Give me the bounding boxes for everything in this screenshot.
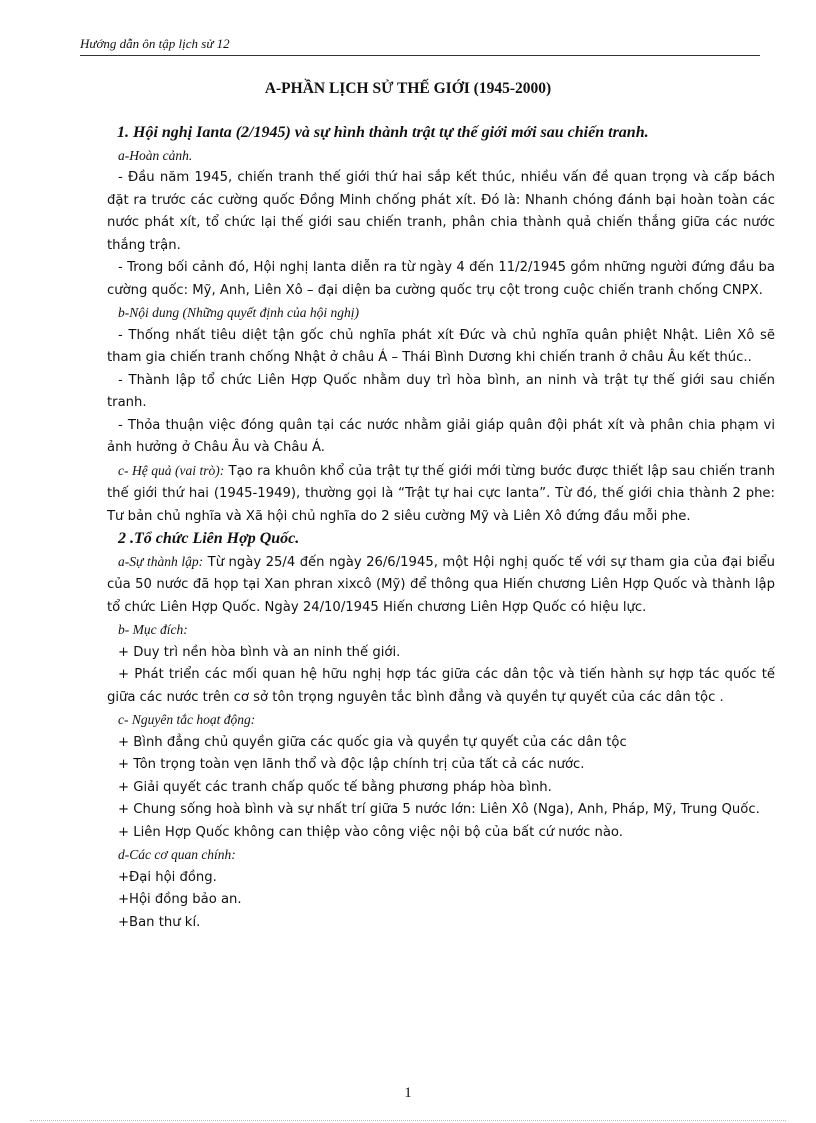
page-header: Hướng dẫn ôn tập lịch sử 12 [80,36,760,56]
section-2c-label: c- Nguyên tắc hoạt động: [118,712,256,727]
paragraph: + Bình đẳng chủ quyền giữa các quốc gia và quyền tự quyết của các dân tộc [118,734,627,750]
section-1c-text: Tạo ra khuôn khổ của trật tự thế giới mới từng bước được thiết lập sau chiến tranh thế giới thứ hai (1945-1949), thường gọi là “Trật tự hai cực Ianta”. Từ đó, thế giới chia thành 2 phe: Tư bản chủ nghĩa và Xã hội chủ nghĩa do 2 siêu cường Mỹ và Liên Xô đứng đầu mỗi phe. [107,463,775,524]
paragraph: + Giải quyết các tranh chấp quốc tế bằng phương pháp hòa bình. [118,779,552,795]
paragraph [107,551,775,620]
section-1-heading: 1. Hội nghị Ianta (2/1945) và sự hình thành trật tự thế giới mới sau chiến tranh. [117,124,649,141]
page-number: 1 [404,1085,412,1101]
page-bottom-divider [30,1120,786,1121]
paragraph: - Thành lập tổ chức Liên Hợp Quốc nhằm duy trì hòa bình, an ninh và trật tự thế giới sau chiến tranh. [107,372,775,410]
paragraph: +Đại hội đồng. [118,869,217,885]
paragraph [107,460,775,529]
paragraph: - Trong bối cảnh đó, Hội nghị Ianta diễn ra từ ngày 4 đến 11/2/1945 gồm những người đứng đầu ba cường quốc: Mỹ, Anh, Liên Xô – đại diện ba cường quốc trụ cột trong cuộc chiến tranh chống CNPX. [107,260,775,298]
paragraph: + Phát triển các mối quan hệ hữu nghị hợp tác giữa các dân tộc và tiến hành sự hợp tác quốc tế giữa các nước trên cơ sở tôn trọng nguyên tắc bình đẳng và quyền tự quyết của các dân tộc . [107,667,775,705]
section-2a-label: a-Sự thành lập: [118,553,204,569]
paragraph: - Thỏa thuận việc đóng quân tại các nước nhằm giải giáp quân đội phát xít và phân chia phạm vi ảnh hưởng ở Châu Âu và Châu Á. [107,417,775,455]
section-2a-text: Từ ngày 25/4 đến ngày 26/6/1945, một Hội nghị quốc tế với sự tham gia của đại biểu của 50 nước đã họp tại Xan phran xixcô (Mỹ) để thông qua Hiến chương Liên Hợp Quốc và thành lập tổ chức Liên Hợp Quốc. Ngày 24/10/1945 Hiến chương Liên Hợp Quốc có hiệu lực. [107,554,775,615]
section-1a-label: a-Hoàn cảnh. [118,147,193,163]
document-body [107,122,775,934]
section-2d-label: d-Các cơ quan chính: [118,847,236,862]
paragraph: + Chung sống hoà bình và sự nhất trí giữa 5 nước lớn: Liên Xô (Nga), Anh, Pháp, Mỹ, Trung Quốc. [118,802,760,817]
paragraph: +Ban thư kí. [118,914,201,930]
page-title: A-PHẦN LỊCH SỬ THẾ GIỚI (1945-2000) [264,80,552,97]
section-1b-label: b-Nội dung (Những quyết định của hội nghị) [118,305,359,320]
paragraph: + Liên Hợp Quốc không can thiệp vào công việc nội bộ của bất cứ nước nào. [118,824,623,840]
paragraph: - Đầu năm 1945, chiến tranh thế giới thứ hai sắp kết thúc, nhiều vấn đề quan trọng và cấp bách đặt ra trước các cường quốc Đồng Minh chống phát xít. Đó là: Nhanh chóng đánh bại hoàn toàn các nước phát xít, tổ chức lại thế giới sau chiến tranh, phân chia thành quả chiến thắng giữa các nước thắng trận. [107,170,775,253]
paragraph: - Thống nhất tiêu diệt tận gốc chủ nghĩa phát xít Đức và chủ nghĩa quân phiệt Nhật. Liên Xô sẽ tham gia chiến tranh chống Nhật ở châu Á – Thái Bình Dương khi chiến tranh ở châu Âu kết thúc.. [107,327,775,365]
section-2b-label: b- Mục đích: [118,622,188,637]
section-2-heading: 2 .Tổ chức Liên Hợp Quốc. [118,530,300,547]
paragraph: + Duy trì nền hòa bình và an ninh thế giới. [118,644,401,660]
section-1c-label: c- Hệ quả (vai trò): [118,462,225,478]
paragraph: + Tôn trọng toàn vẹn lãnh thổ và độc lập chính trị của tất cả các nước. [118,757,585,772]
paragraph: +Hội đồng bảo an. [118,892,242,907]
